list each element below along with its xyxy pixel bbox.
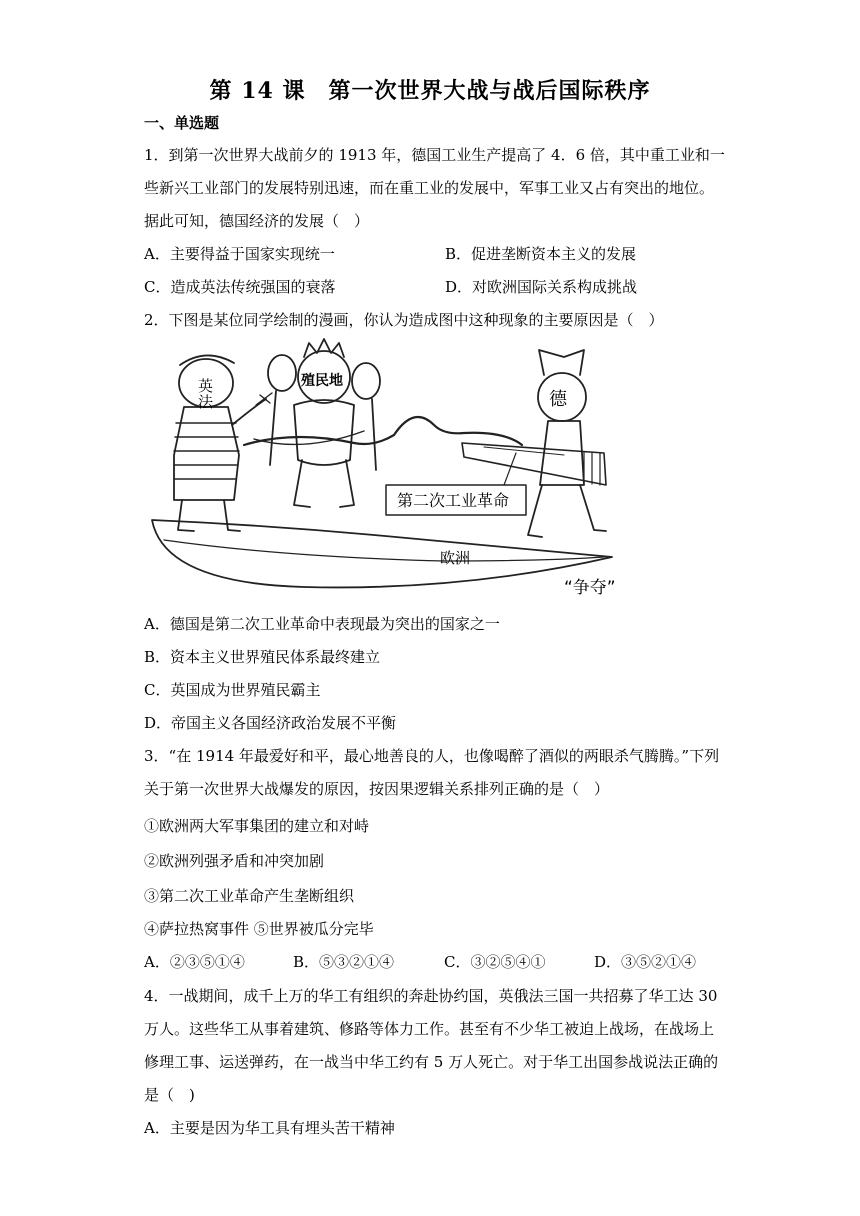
q4-line-2: 万人。这些华工从事着建筑、修路等体力工作。甚至有不少华工被迫上战场，在战场上: [144, 1020, 715, 1038]
label-europe: 欧洲: [440, 549, 471, 567]
q4-line-4: 是（ ): [144, 1086, 195, 1104]
q3-item-1: ①欧洲两大军事集团的建立和对峙: [144, 817, 370, 835]
q3-option-a[interactable]: A．②③⑤①④: [144, 953, 245, 971]
q1-option-d[interactable]: D．对欧洲国际关系构成挑战: [445, 278, 638, 296]
label-germany: 德: [549, 389, 567, 410]
q1-line-1: 1．到第一次世界大战前夕的 1913 年，德国工业生产提高了 4．6 倍，其中重工业和一: [144, 146, 725, 164]
q3-item-4-5: ④萨拉热窝事件 ⑤世界被瓜分完毕: [144, 920, 374, 938]
q3-option-d[interactable]: D．③⑤②①④: [594, 953, 697, 971]
q3-item-2: ②欧洲列强矛盾和冲突加剧: [144, 852, 325, 870]
label-britain-france-2: 法: [198, 393, 214, 411]
q3-item-3: ③第二次工业革命产生垄断组织: [144, 887, 355, 905]
q3-option-c[interactable]: C．③②⑤④①: [444, 953, 546, 971]
label-britain-france-1: 英: [198, 377, 214, 395]
label-caption: “争夺”: [564, 578, 616, 598]
q1-option-c[interactable]: C．造成英法传统强国的衰落: [144, 278, 336, 296]
q4-line-3: 修理工事、运送弹药，在一战当中华工约有 5 万人死亡。对于华工出国参战说法正确的: [144, 1053, 719, 1071]
q4-option-a[interactable]: A．主要是因为华工具有埋头苦干精神: [144, 1119, 395, 1137]
label-revolution: 第二次工业革命: [397, 491, 510, 510]
rope: [244, 417, 522, 445]
q1-line-2: 些新兴工业部门的发展特别迅速，而在重工业的发展中，军事工业又占有突出的地位。: [144, 179, 715, 197]
q1-option-a[interactable]: A．主要得益于国家实现统一: [144, 245, 335, 263]
q3-option-b[interactable]: B．⑤③②①④: [293, 953, 395, 971]
q2-option-d[interactable]: D．帝国主义各国经济政治发展不平衡: [144, 714, 397, 732]
q2-stem: 2．下图是某位同学绘制的漫画，你认为造成图中这种现象的主要原因是（ ）: [144, 311, 664, 329]
label-colony: 殖民地: [301, 373, 343, 389]
q2-option-a[interactable]: A．德国是第二次工业革命中表现最为突出的国家之一: [144, 615, 500, 633]
section-heading: 一、单选题: [144, 114, 220, 132]
q3-line-1: 3．“在 1914 年最爱好和平，最心地善良的人，也像喝醉了酒似的两眼杀气腾腾。”下列: [144, 747, 720, 765]
q1-option-b[interactable]: B．促进垄断资本主义的发展: [445, 245, 637, 263]
q2-option-b[interactable]: B．资本主义世界殖民体系最终建立: [144, 648, 381, 666]
page-title: 第 14 课 第一次世界大战与战后国际秩序: [209, 78, 651, 104]
q1-line-3: 据此可知，德国经济的发展（ ）: [144, 212, 370, 230]
q4-line-1: 4．一战期间，成千上万的华工有组织的奔赴协约国，英俄法三国一共招募了华工达 30: [144, 987, 718, 1005]
cartoon-figure: [144, 335, 664, 600]
q3-line-2: 关于第一次世界大战爆发的原因，按因果逻辑关系排列正确的是（ ）: [144, 780, 610, 798]
q2-option-c[interactable]: C．英国成为世界殖民霸主: [144, 681, 321, 699]
boat-shape: [152, 520, 612, 587]
